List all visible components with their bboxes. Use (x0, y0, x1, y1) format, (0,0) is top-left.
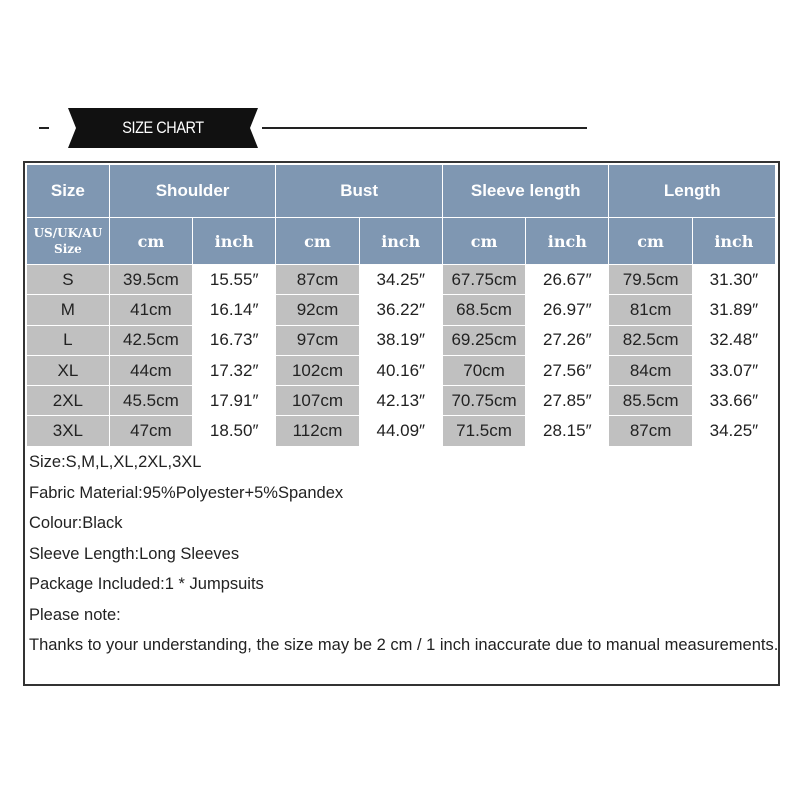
table-cell: 26.97″ (526, 295, 609, 325)
table-grid (27, 165, 776, 447)
header-bust: Bust (276, 165, 443, 218)
header-length: Length (609, 165, 776, 218)
table-cell: 33.66″ (693, 386, 776, 416)
table-cell: 36.22″ (360, 295, 443, 325)
unit-cm: cm (443, 218, 526, 265)
header-size-region-line2: Size (54, 242, 82, 256)
table-cell: 41cm (110, 295, 193, 325)
table-row (27, 265, 776, 295)
table-cell: 87cm (609, 416, 692, 446)
header-size: Size (27, 165, 110, 218)
table-cell: 82.5cm (609, 326, 692, 356)
banner-rule (262, 127, 587, 129)
unit-cm: cm (276, 218, 359, 265)
table-cell: 31.30″ (693, 265, 776, 295)
size-cell: M (27, 295, 110, 325)
table-cell: 16.14″ (193, 295, 276, 325)
table-cell: 81cm (609, 295, 692, 325)
table-cell: 18.50″ (193, 416, 276, 446)
table-cell: 69.25cm (443, 326, 526, 356)
unit-inch: inch (693, 218, 776, 265)
table-cell: 107cm (276, 386, 359, 416)
table-cell: 67.75cm (443, 265, 526, 295)
table-row (27, 356, 776, 386)
table-cell: 79.5cm (609, 265, 692, 295)
table-cell: 92cm (276, 295, 359, 325)
size-cell: L (27, 326, 110, 356)
table-cell: 45.5cm (110, 386, 193, 416)
header-size-region (27, 218, 110, 265)
table-row (27, 326, 776, 356)
note-package: Package Included:1 * Jumpsuits (29, 575, 264, 593)
table-cell: 27.56″ (526, 356, 609, 386)
size-cell: XL (27, 356, 110, 386)
table-row (27, 386, 776, 416)
table-cell: 27.26″ (526, 326, 609, 356)
size-chart-table (23, 161, 780, 686)
note-fabric: Fabric Material:95%Polyester+5%Spandex (29, 483, 344, 502)
table-cell: 85.5cm (609, 386, 692, 416)
note-sleeve-length: Sleeve Length:Long Sleeves (29, 544, 240, 563)
table-row (27, 295, 776, 325)
table-cell: 17.32″ (193, 356, 276, 386)
table-cell: 27.85″ (526, 386, 609, 416)
header-sleeve-length: Sleeve length (443, 165, 610, 218)
table-cell: 34.25″ (360, 265, 443, 295)
size-cell: S (27, 265, 110, 295)
banner-title: SIZE CHART (122, 118, 204, 137)
table-cell: 34.25″ (693, 416, 776, 446)
table-cell: 32.48″ (693, 326, 776, 356)
table-cell: 39.5cm (110, 265, 193, 295)
header-size-region-line1: US/UK/AU (33, 226, 103, 240)
table-cell: 70cm (443, 356, 526, 386)
unit-cm: cm (110, 218, 193, 265)
banner-ribbon (68, 108, 258, 148)
table-cell: 16.73″ (193, 326, 276, 356)
table-cell: 97cm (276, 326, 359, 356)
table-cell: 31.89″ (693, 295, 776, 325)
unit-inch: inch (360, 218, 443, 265)
table-cell: 102cm (276, 356, 359, 386)
note-colour: Colour:Black (29, 514, 123, 532)
table-cell: 44cm (110, 356, 193, 386)
table-cell: 84cm (609, 356, 692, 386)
table-cell: 42.13″ (360, 386, 443, 416)
size-chart-banner (32, 108, 592, 148)
table-cell: 42.5cm (110, 326, 193, 356)
table-cell: 68.5cm (443, 295, 526, 325)
table-row (27, 416, 776, 446)
header-row-groups (27, 165, 776, 218)
table-cell: 40.16″ (360, 356, 443, 386)
product-notes (29, 447, 779, 661)
table-cell: 71.5cm (443, 416, 526, 446)
table-cell: 15.55″ (193, 265, 276, 295)
unit-inch: inch (526, 218, 609, 265)
table-cell: 87cm (276, 265, 359, 295)
size-cell: 2XL (27, 386, 110, 416)
table-cell: 26.67″ (526, 265, 609, 295)
table-cell: 44.09″ (360, 416, 443, 446)
note-disclaimer: Thanks to your understanding, the size may be 2 cm / 1 inch inaccurate due to manual measurements. (29, 636, 779, 654)
header-shoulder: Shoulder (110, 165, 277, 218)
table-cell: 28.15″ (526, 416, 609, 446)
table-cell: 112cm (276, 416, 359, 446)
note-sizes: Size:S,M,L,XL,2XL,3XL (29, 453, 202, 471)
table-cell: 70.75cm (443, 386, 526, 416)
table-cell: 33.07″ (693, 356, 776, 386)
unit-inch: inch (193, 218, 276, 265)
unit-cm: cm (609, 218, 692, 265)
table-cell: 17.91″ (193, 386, 276, 416)
table-cell: 47cm (110, 416, 193, 446)
size-cell: 3XL (27, 416, 110, 446)
table-cell: 38.19″ (360, 326, 443, 356)
header-row-units (27, 218, 776, 265)
note-please-note: Please note: (29, 605, 121, 624)
banner-dash (39, 127, 49, 129)
